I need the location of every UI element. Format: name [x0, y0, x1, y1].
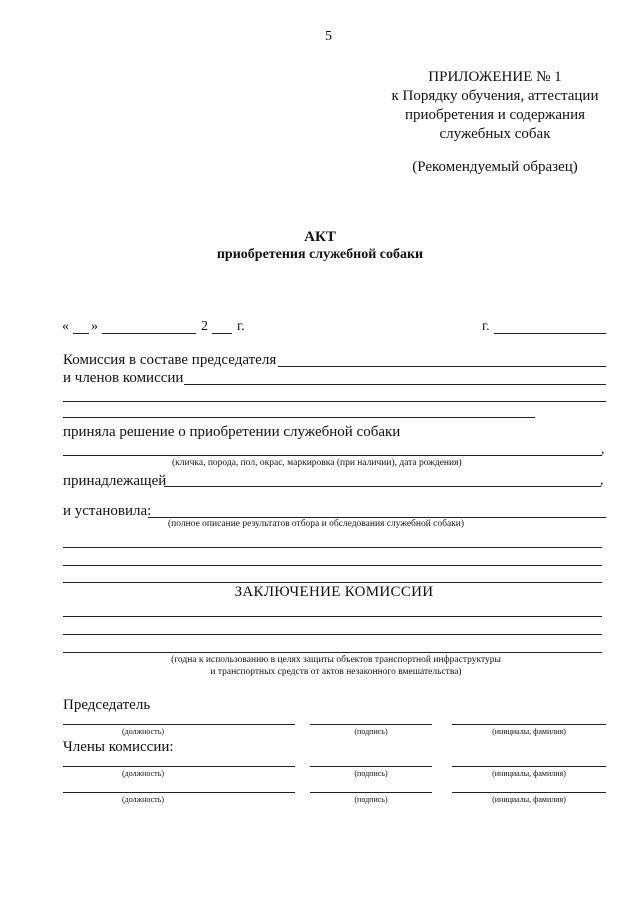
conclusion-caption-2: и транспортных средств от актов незаконного вмешательства) [210, 667, 462, 677]
members-field-2[interactable] [63, 401, 606, 402]
appendix-title: ПРИЛОЖЕНИЕ № 1 [428, 69, 562, 85]
appendix-line-2: приобретения и содержания [404, 107, 586, 123]
chair-field[interactable] [278, 366, 606, 367]
conclusion-field-3[interactable] [63, 652, 602, 653]
members-field[interactable] [184, 384, 606, 385]
year-suffix: г. [237, 319, 245, 334]
member2-signature-caption: (подпись) [354, 795, 388, 804]
act-title: АКТ [304, 229, 336, 245]
member1-position-field[interactable] [63, 766, 295, 767]
decision-caption: (кличка, порода, пол, окрас, маркировка (при наличии), дата рождения) [172, 458, 462, 468]
owner-label: принадлежащей [63, 473, 167, 489]
dog-description-field[interactable] [63, 455, 602, 456]
chair-position-caption: (должность) [122, 727, 164, 736]
appendix-line-1: к Порядку обучения, аттестации [391, 88, 599, 104]
member1-signature-caption: (подпись) [354, 769, 388, 778]
day-field[interactable] [73, 333, 89, 334]
appendix-note: (Рекомендуемый образец) [412, 159, 578, 175]
established-field-2[interactable] [63, 547, 602, 548]
place-field[interactable] [494, 333, 606, 334]
established-label: и установила: [63, 503, 152, 519]
members-sign-label: Члены комиссии: [63, 739, 174, 755]
date-open-quote: « [62, 319, 69, 334]
chair-initials-field[interactable] [452, 724, 606, 725]
member2-position-field[interactable] [63, 792, 295, 793]
established-caption: (полное описание результатов отбора и обследования служебной собаки) [168, 519, 465, 529]
chair-initials-caption: (инициалы, фамилия) [492, 727, 566, 736]
year-field[interactable] [212, 333, 232, 334]
conclusion-caption-1: (годна к использованию в целях защиты объектов транспортной инфраструктуры [171, 655, 501, 665]
decision-label: приняла решение о приобретении служебной собаки [63, 424, 401, 440]
member2-signature-field[interactable] [310, 792, 432, 793]
established-field-3[interactable] [63, 565, 602, 566]
page-number: 5 [325, 29, 332, 44]
commission-chair-label: Комиссия в составе председателя [63, 352, 277, 368]
member1-position-caption: (должность) [122, 769, 164, 778]
chair-label: Председатель [63, 697, 151, 713]
decision-comma: , [601, 442, 605, 457]
member2-initials-caption: (инициалы, фамилия) [492, 795, 566, 804]
chair-signature-caption: (подпись) [354, 727, 388, 736]
appendix-line-3: служебных собак [439, 126, 551, 142]
members-field-3[interactable] [63, 417, 535, 418]
conclusion-field-1[interactable] [63, 616, 602, 617]
member1-signature-field[interactable] [310, 766, 432, 767]
owner-field[interactable] [164, 486, 601, 487]
chair-signature-field[interactable] [310, 724, 432, 725]
conclusion-field-2[interactable] [63, 634, 602, 635]
chair-position-field[interactable] [63, 724, 295, 725]
act-subtitle: приобретения служебной собаки [216, 247, 424, 262]
date-close-quote: » [91, 319, 98, 334]
member1-initials-caption: (инициалы, фамилия) [492, 769, 566, 778]
month-field[interactable] [102, 333, 196, 334]
member2-initials-field[interactable] [452, 792, 606, 793]
commission-members-label: и членов комиссии [63, 370, 184, 386]
member1-initials-field[interactable] [452, 766, 606, 767]
established-field[interactable] [148, 517, 606, 518]
place-prefix: г. [482, 319, 490, 334]
owner-comma: , [600, 473, 604, 488]
year-prefix: 2 [201, 319, 208, 334]
member2-position-caption: (должность) [122, 795, 164, 804]
established-field-4[interactable] [63, 582, 602, 583]
conclusion-title: ЗАКЛЮЧЕНИЕ КОМИССИИ [234, 584, 434, 600]
